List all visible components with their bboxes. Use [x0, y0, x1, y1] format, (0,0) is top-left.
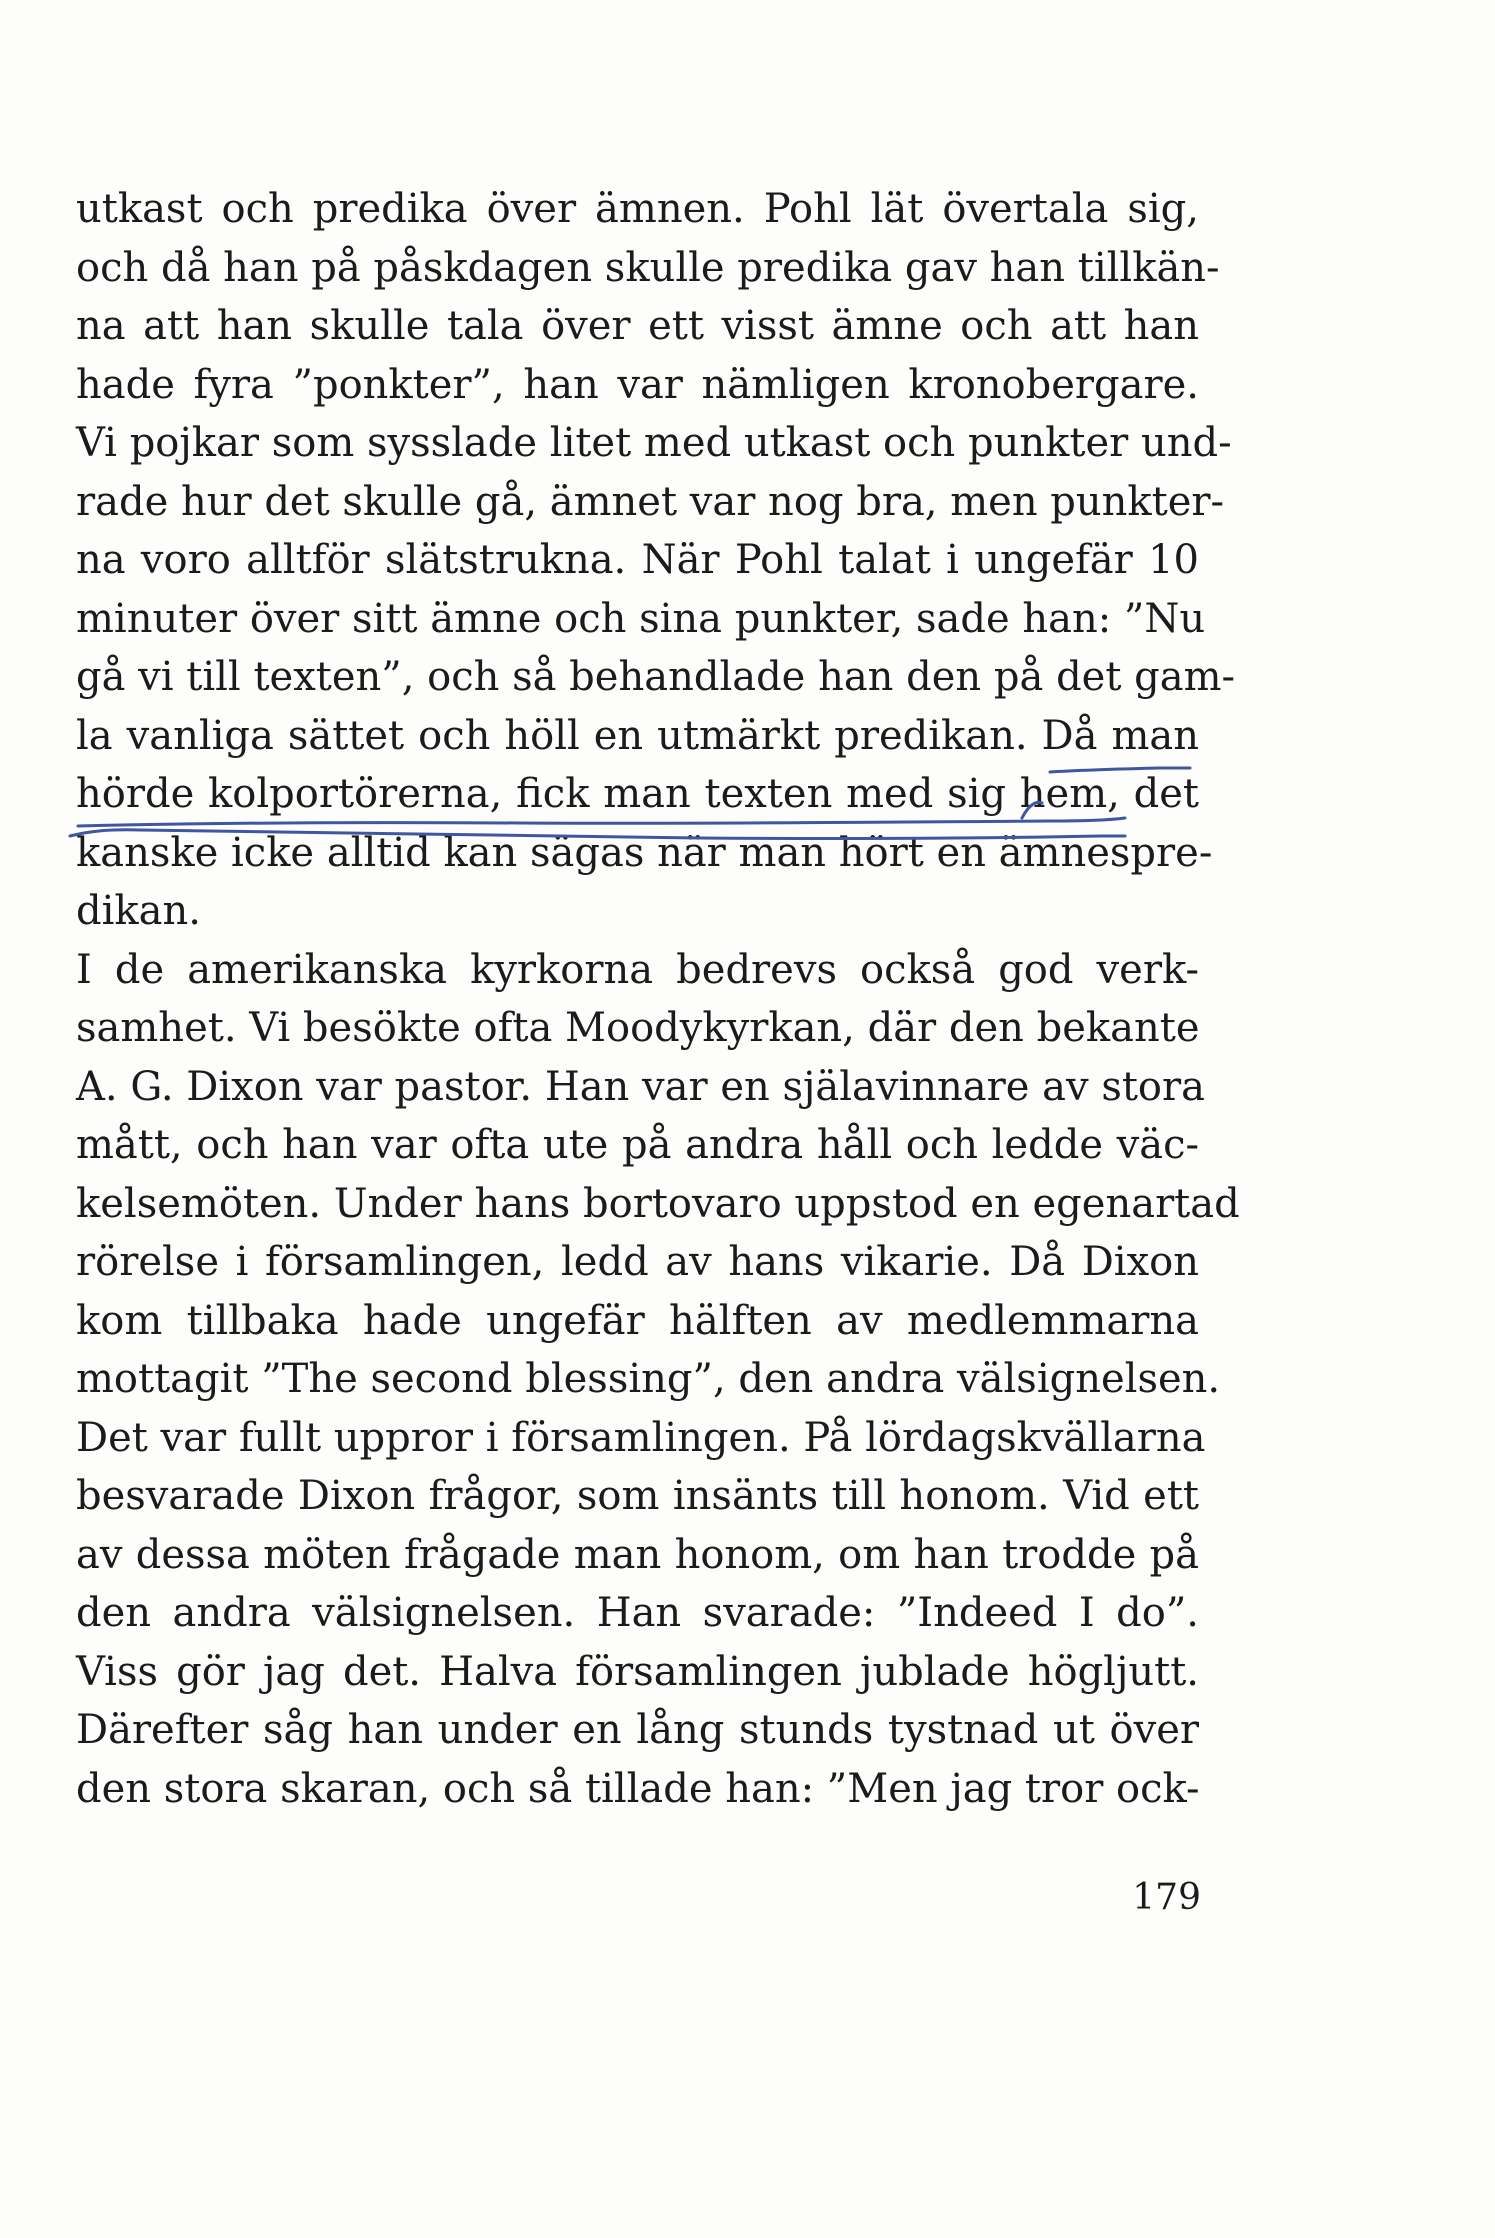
- text-line: kom tillbaka hade ungefär hälften av medlemmarna: [76, 1297, 1199, 1344]
- text-line: kelsemöten. Under hans bortovaro uppstod en egenartad: [76, 1180, 1240, 1227]
- text-line: minuter över sitt ämne och sina punkter, sade han: ”Nu: [76, 595, 1206, 642]
- text-line: Viss gör jag det. Halva församlingen jublade högljutt.: [76, 1648, 1199, 1695]
- text-line: rade hur det skulle gå, ämnet var nog bra, men punkter-: [76, 478, 1225, 525]
- text-line: kanske icke alltid kan sägas när man hört en ämnespre-: [76, 829, 1213, 876]
- text-line: hörde kolportörerna, fick man texten med sig hem, det: [76, 771, 1199, 817]
- text-line: rörelse i församlingen, ledd av hans vikarie. Då Dixon: [76, 1239, 1199, 1285]
- text-line: besvarade Dixon frågor, som insänts till honom. Vid ett: [76, 1473, 1199, 1519]
- text-line: na voro alltför slätstrukna. När Pohl talat i ungefär 10: [76, 537, 1199, 583]
- text-line: mottagit ”The second blessing”, den andra välsignelsen.: [76, 1356, 1221, 1402]
- text-line: den andra välsignelsen. Han svarade: ”Indeed I do”.: [76, 1590, 1199, 1636]
- text-line: Vi pojkar som sysslade litet med utkast och punkter und-: [76, 420, 1232, 466]
- text-line: la vanliga sättet och höll en utmärkt predikan. Då man: [76, 712, 1199, 759]
- text-line: dikan.: [76, 888, 201, 934]
- paragraph-first-line: I de amerikanska kyrkorna bedrevs också god verk-: [76, 946, 1199, 993]
- text-line: gå vi till texten”, och så behandlade han den på det gam-: [76, 654, 1236, 700]
- page-number: 179: [1132, 1877, 1201, 1918]
- body-text: [76, 180, 1240, 1818]
- text-line: den stora skaran, och så tillade han: ”Men jag tror ock-: [76, 1765, 1200, 1812]
- text-line: na att han skulle tala över ett visst ämne och att han: [76, 303, 1199, 349]
- text-line: hade fyra ”ponkter”, han var nämligen kronobergare.: [76, 361, 1199, 408]
- text-line: A. G. Dixon var pastor. Han var en själavinnare av stora: [76, 1063, 1205, 1110]
- text-line: mått, och han var ofta ute på andra håll och ledde väc-: [76, 1122, 1199, 1168]
- text-line: Det var fullt uppror i församlingen. På lördagskvällarna: [76, 1414, 1206, 1461]
- text-line: samhet. Vi besökte ofta Moodykyrkan, där den bekante: [76, 1005, 1200, 1051]
- text-line: utkast och predika över ämnen. Pohl lät övertala sig,: [76, 186, 1199, 232]
- text-line: av dessa möten frågade man honom, om han trodde på: [76, 1531, 1199, 1578]
- text-line: och då han på påskdagen skulle predika gav han tillkän-: [76, 244, 1220, 291]
- text-line: Därefter såg han under en lång stunds tystnad ut över: [76, 1707, 1199, 1753]
